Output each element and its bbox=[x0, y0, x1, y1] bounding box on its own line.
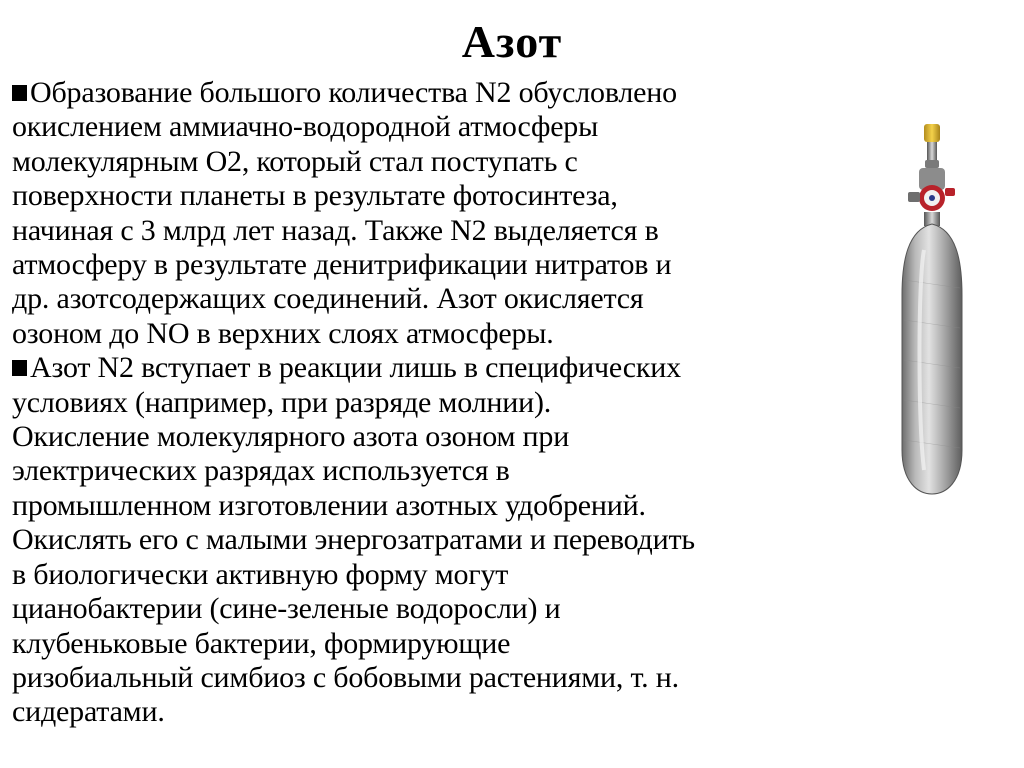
paragraph-1 bbox=[12, 76, 862, 351]
bullet-icon bbox=[12, 85, 27, 101]
slide-body bbox=[12, 76, 862, 730]
text-line: в биологически активную форму могут bbox=[12, 557, 509, 591]
text-line: озоном до NO в верхних слоях атмосферы. bbox=[12, 316, 554, 350]
gas-cylinder-image bbox=[888, 120, 978, 500]
bullet-icon bbox=[12, 360, 27, 376]
text-line: поверхности планеты в результате фотосинтеза, bbox=[12, 179, 618, 213]
text-line bbox=[12, 76, 862, 110]
text-line: цианобактерии (сине-зеленые водоросли) и bbox=[12, 592, 561, 626]
text-line: атмосферу в результате денитрификации нитратов и bbox=[12, 248, 672, 282]
text-line: сидератами. bbox=[12, 695, 165, 729]
paragraph-2 bbox=[12, 351, 862, 729]
gas-cylinder-icon bbox=[888, 120, 978, 500]
text-line: условиях (например, при разряде молнии). bbox=[12, 385, 552, 419]
text-line: электрических разрядах используется в bbox=[12, 454, 510, 488]
text-line: Окислять его с малыми энергозатратами и переводить bbox=[12, 523, 695, 557]
text-line bbox=[12, 351, 862, 385]
text-line: др. азотсодержащих соединений. Азот окисляется bbox=[12, 282, 644, 316]
text-line: окислением аммиачно-водородной атмосферы bbox=[12, 110, 599, 144]
line-text: Азот N2 вступает в реакции лишь в специфических bbox=[30, 351, 681, 385]
text-line: ризобиальный симбиоз с бобовыми растениями, т. н. bbox=[12, 660, 679, 694]
line-text: Образование большого количества N2 обусловлено bbox=[30, 76, 677, 109]
slide-title: Азот bbox=[461, 16, 563, 67]
text-line: клубеньковые бактерии, формирующие bbox=[12, 626, 511, 660]
text-line: промышленном изготовлении азотных удобрений. bbox=[12, 488, 646, 522]
text-line: Окисление молекулярного азота озоном при bbox=[12, 420, 570, 454]
text-line: молекулярным O2, который стал поступать с bbox=[12, 144, 578, 178]
text-line: начиная с 3 млрд лет назад. Также N2 выделяется в bbox=[12, 213, 659, 247]
